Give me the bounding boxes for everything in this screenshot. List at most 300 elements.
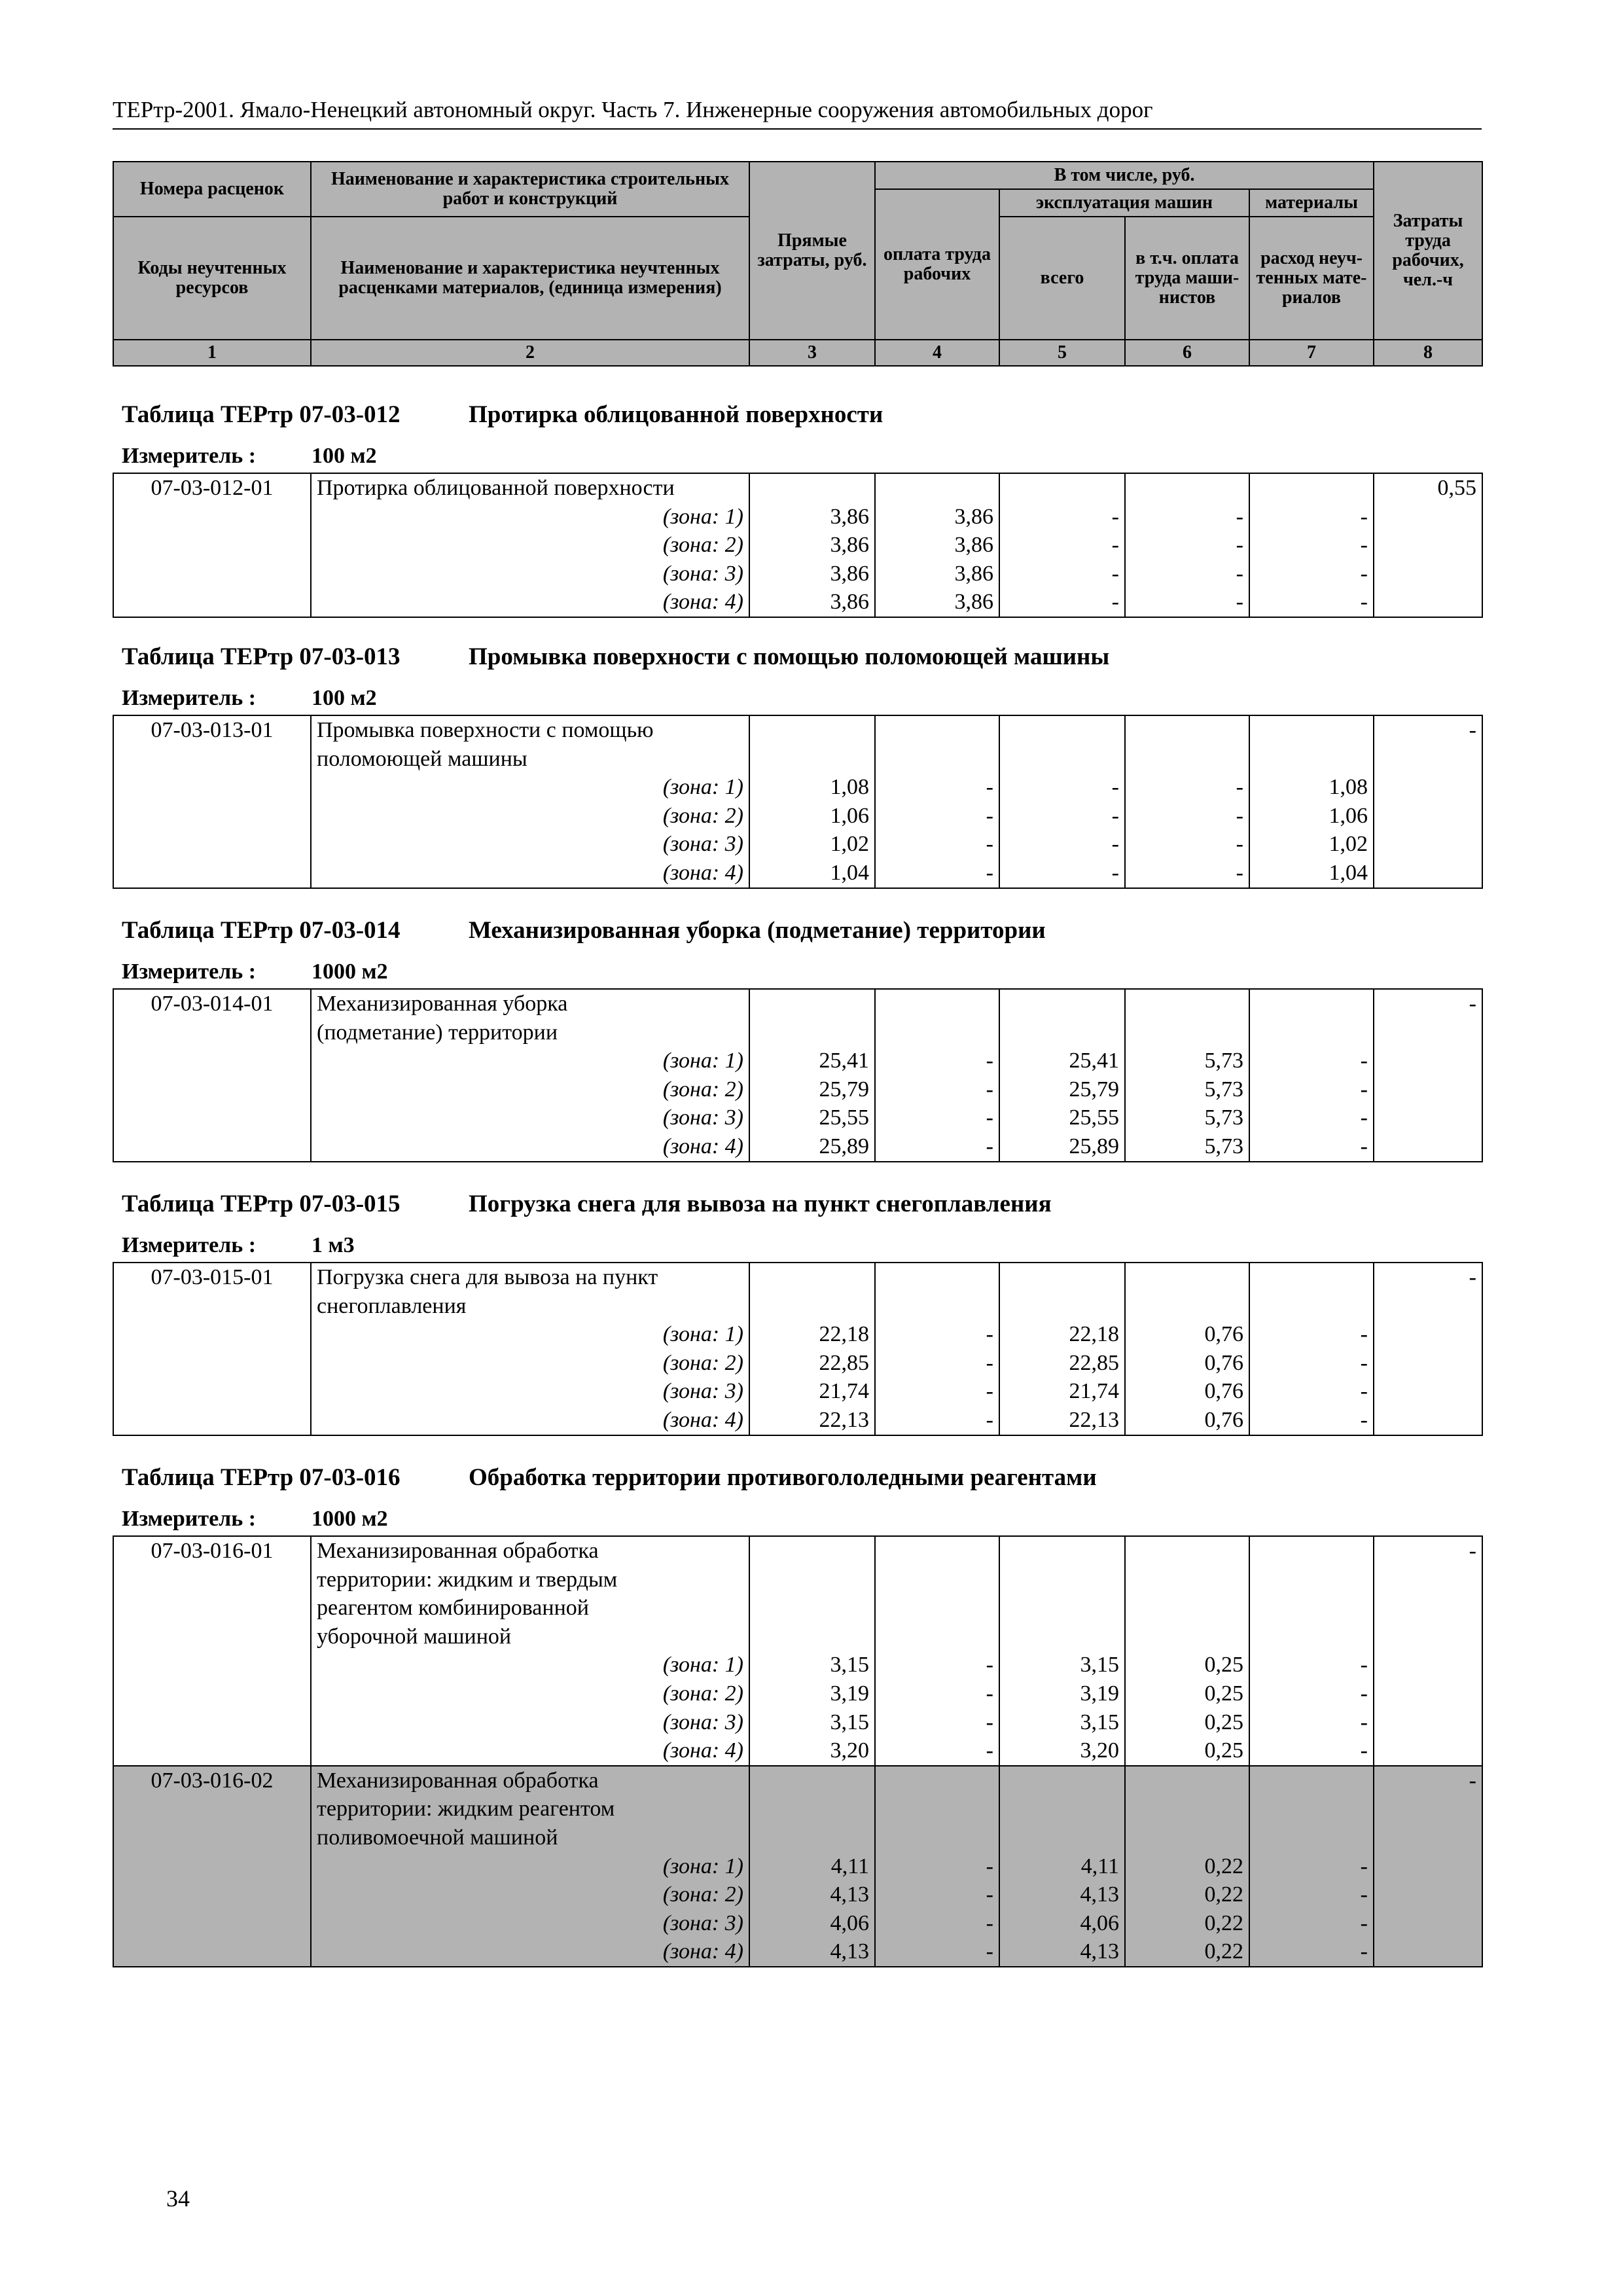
value-direct: 25,79	[819, 1077, 869, 1102]
value-machinists: 5,73	[1204, 1105, 1243, 1130]
value-wages: -	[986, 1077, 993, 1102]
col-number: 4	[875, 340, 999, 366]
value-wages: 3,86	[954, 561, 993, 586]
value-wages: -	[986, 1407, 993, 1432]
value-materials: -	[1360, 1077, 1368, 1102]
rate-name-line: территории: жидким и твердым	[317, 1567, 618, 1592]
table-code: Таблица ТЕРтр 07-03-014	[122, 917, 401, 944]
value-materials: -	[1360, 1134, 1368, 1158]
cell-machines	[999, 473, 1125, 617]
value-direct: 3,19	[830, 1681, 869, 1706]
cell-machines	[999, 1766, 1125, 1967]
section-title	[122, 401, 883, 429]
value-wages: -	[986, 775, 993, 800]
value-machines: 25,41	[1069, 1049, 1119, 1073]
zone-label: (зона: 3)	[662, 1105, 743, 1130]
rate-code: 07-03-015-01	[113, 1263, 311, 1435]
rate-name-line: реагентом комбинированной	[317, 1596, 589, 1621]
cell-materials	[1249, 989, 1374, 1162]
value-machinists: 0,76	[1204, 1407, 1243, 1432]
value-materials: -	[1360, 590, 1368, 615]
spacer	[881, 1263, 993, 1320]
value-machines: -	[1111, 832, 1119, 857]
cell-wages	[875, 1766, 999, 1967]
value-materials: -	[1360, 1681, 1368, 1706]
value-wages: -	[986, 1322, 993, 1347]
value-materials: -	[1360, 1882, 1368, 1907]
rate-name-line: поливомоечной машиной	[317, 1825, 558, 1850]
table-row	[113, 473, 1482, 617]
col-materials: материалы	[1249, 189, 1374, 217]
value-machinists: -	[1236, 832, 1243, 857]
rate-name	[311, 1263, 749, 1435]
value-wages: -	[986, 1105, 993, 1130]
value-machines: 3,19	[1080, 1681, 1119, 1706]
spacer	[1255, 1263, 1368, 1320]
col-name-top: Наименование и характеристика строительных работ и конструкций	[311, 162, 749, 217]
col-number: 5	[999, 340, 1125, 366]
header-rule	[113, 128, 1482, 130]
rate-code: 07-03-012-01	[113, 473, 311, 617]
rate-name	[311, 715, 749, 888]
value-direct: 25,55	[819, 1105, 869, 1130]
value-direct: 4,11	[830, 1854, 869, 1878]
value-machines: 3,20	[1080, 1738, 1119, 1763]
value-wages: 3,86	[954, 533, 993, 558]
value-direct: 3,20	[830, 1738, 869, 1763]
cell-direct	[749, 473, 875, 617]
rate-code: 07-03-013-01	[113, 715, 311, 888]
value-machinists: -	[1236, 860, 1243, 885]
value-machinists: 0,22	[1204, 1854, 1243, 1878]
table-name: Погрузка снега для вывоза на пункт снегоплавления	[469, 1191, 1052, 1217]
table-row	[113, 1536, 1482, 1766]
value-machines: 3,15	[1080, 1710, 1119, 1734]
cell-machinists	[1125, 473, 1249, 617]
rate-name-line: Погрузка снега для вывоза на пункт	[317, 1265, 658, 1289]
value-machines: 25,79	[1069, 1077, 1119, 1102]
cell-wages	[875, 473, 999, 617]
value-machinists: -	[1236, 590, 1243, 615]
value-machines: 22,85	[1069, 1350, 1119, 1375]
value-direct: 3,86	[830, 561, 869, 586]
rate-name	[311, 1766, 749, 1967]
value-direct: 3,86	[830, 504, 869, 529]
value-machines: 25,89	[1069, 1134, 1119, 1158]
value-materials: -	[1360, 1653, 1368, 1677]
cell-materials	[1249, 1263, 1374, 1435]
cell-direct	[749, 1263, 875, 1435]
rate-name-line: Механизированная уборка	[317, 992, 568, 1016]
cell-materials	[1249, 715, 1374, 888]
value-wages: -	[986, 1653, 993, 1677]
table-code: Таблица ТЕРтр 07-03-012	[122, 401, 401, 428]
value-direct: 25,89	[819, 1134, 869, 1158]
cell-direct	[749, 715, 875, 888]
zone-label: (зона: 2)	[662, 1350, 743, 1375]
zone-label: (зона: 4)	[662, 590, 743, 615]
unit-line	[122, 686, 377, 711]
value-materials: -	[1360, 1939, 1368, 1964]
value-machines: -	[1111, 860, 1119, 885]
zone-label: (зона: 3)	[662, 832, 743, 857]
unit-line	[122, 444, 377, 469]
spacer	[1005, 474, 1119, 503]
cell-machines	[999, 1536, 1125, 1766]
col-labor-costs: Затраты труда рабочих, чел.-ч	[1374, 162, 1482, 340]
value-machines: -	[1111, 504, 1119, 529]
value-materials: -	[1360, 1738, 1368, 1763]
unit-label: Измеритель :	[122, 1507, 257, 1531]
value-wages: -	[986, 803, 993, 828]
page-number: 34	[166, 2185, 190, 2212]
value-materials: -	[1360, 1049, 1368, 1073]
col-number: 8	[1374, 340, 1482, 366]
zone-label: (зона: 1)	[662, 504, 743, 529]
rate-name	[311, 989, 749, 1162]
zone-label: (зона: 3)	[662, 561, 743, 586]
zone-label: (зона: 2)	[662, 1681, 743, 1706]
zone-label: (зона: 4)	[662, 1134, 743, 1158]
spacer	[755, 990, 869, 1047]
value-machinists: 0,76	[1204, 1379, 1243, 1404]
col-number: 6	[1125, 340, 1249, 366]
spacer	[881, 990, 993, 1047]
value-machinists: 0,22	[1204, 1882, 1243, 1907]
value-machines: 21,74	[1069, 1379, 1119, 1404]
value-direct: 1,06	[830, 803, 869, 828]
value-machinists: -	[1236, 504, 1243, 529]
col-machinist-wages: в т.ч. оплата труда маши- нистов	[1125, 217, 1249, 340]
value-direct: 22,85	[819, 1350, 869, 1375]
col-number: 7	[1249, 340, 1374, 366]
zone-label: (зона: 2)	[662, 1077, 743, 1102]
col-including: В том числе, руб.	[875, 162, 1374, 189]
zone-label: (зона: 4)	[662, 1738, 743, 1763]
rate-code: 07-03-016-02	[113, 1766, 311, 1967]
cell-wages	[875, 989, 999, 1162]
rate-table	[113, 988, 1483, 1162]
value-machinists: -	[1236, 561, 1243, 586]
cell-machinists	[1125, 715, 1249, 888]
rate-name	[311, 473, 749, 617]
value-machines: 4,06	[1080, 1910, 1119, 1935]
value-direct: 22,18	[819, 1322, 869, 1347]
unit-label: Измеритель :	[122, 686, 257, 710]
cell-materials	[1249, 473, 1374, 617]
value-wages: -	[986, 1710, 993, 1734]
rate-name-line: Протирка облицованной поверхности	[317, 476, 675, 500]
spacer	[1255, 1537, 1368, 1651]
value-machinists: 5,73	[1204, 1134, 1243, 1158]
zone-label: (зона: 1)	[662, 775, 743, 800]
spacer	[1131, 474, 1243, 503]
table-name: Механизированная уборка (подметание) территории	[469, 917, 1046, 944]
value-wages: -	[986, 860, 993, 885]
value-materials: 1,06	[1329, 803, 1368, 828]
cell-direct	[749, 1536, 875, 1766]
value-machinists: -	[1236, 803, 1243, 828]
cell-direct	[749, 1766, 875, 1967]
value-materials: -	[1360, 1854, 1368, 1878]
zone-label: (зона: 3)	[662, 1910, 743, 1935]
value-machines: 22,13	[1069, 1407, 1119, 1432]
rate-table	[113, 1262, 1483, 1436]
spacer	[755, 474, 869, 503]
rate-name-line: снегоплавления	[317, 1293, 467, 1318]
col-number: 3	[749, 340, 875, 366]
value-direct: 4,06	[830, 1910, 869, 1935]
col-direct-costs: Прямые затраты, руб.	[749, 162, 875, 340]
spacer	[881, 1537, 993, 1651]
zone-label: (зона: 3)	[662, 1710, 743, 1734]
zone-label: (зона: 1)	[662, 1653, 743, 1677]
value-machinists: 0,25	[1204, 1710, 1243, 1734]
table-code: Таблица ТЕРтр 07-03-016	[122, 1464, 401, 1491]
table-code: Таблица ТЕРтр 07-03-015	[122, 1191, 401, 1217]
value-direct: 3,15	[830, 1710, 869, 1734]
unit-line	[122, 1507, 388, 1532]
cell-machines	[999, 1263, 1125, 1435]
value-wages: -	[986, 1939, 993, 1964]
value-direct: 21,74	[819, 1379, 869, 1404]
cell-machinists	[1125, 1536, 1249, 1766]
section-title	[122, 1463, 1097, 1492]
col-resource-codes: Коды неучтенных ресурсов	[113, 217, 311, 340]
rate-code: 07-03-014-01	[113, 989, 311, 1162]
unit-label: Измеритель :	[122, 960, 257, 984]
cell-wages	[875, 1536, 999, 1766]
value-direct: 1,08	[830, 775, 869, 800]
value-machines: 3,15	[1080, 1653, 1119, 1677]
value-wages: -	[986, 832, 993, 857]
labor-costs: -	[1374, 715, 1482, 888]
zone-label: (зона: 4)	[662, 1939, 743, 1964]
value-machines: 4,13	[1080, 1882, 1119, 1907]
col-number: 2	[311, 340, 749, 366]
value-machines: -	[1111, 590, 1119, 615]
zone-label: (зона: 1)	[662, 1049, 743, 1073]
value-materials: -	[1360, 1710, 1368, 1734]
unit-value: 100 м2	[312, 686, 377, 710]
spacer	[1005, 1263, 1119, 1320]
spacer	[755, 716, 869, 773]
running-header: ТЕРтр-2001. Ямало-Ненецкий автономный округ. Часть 7. Инженерные сооружения автомобильных дорог	[113, 97, 1153, 122]
cell-machines	[999, 989, 1125, 1162]
value-machines: 25,55	[1069, 1105, 1119, 1130]
unit-label: Измеритель :	[122, 1233, 257, 1257]
unit-value: 100 м2	[312, 444, 377, 468]
value-wages: -	[986, 1910, 993, 1935]
col-rate-numbers: Номера расценок	[113, 162, 311, 217]
unit-value: 1000 м2	[312, 1507, 388, 1531]
value-wages: -	[986, 1738, 993, 1763]
labor-costs: -	[1374, 1536, 1482, 1766]
value-machinists: 0,25	[1204, 1653, 1243, 1677]
value-machinists: 0,25	[1204, 1738, 1243, 1763]
spacer	[1131, 716, 1243, 773]
value-machines: 22,18	[1069, 1322, 1119, 1347]
value-direct: 3,15	[830, 1653, 869, 1677]
spacer	[755, 1537, 869, 1651]
table-name: Обработка территории противогололедными реагентами	[469, 1464, 1097, 1491]
value-direct: 1,04	[830, 860, 869, 885]
cell-materials	[1249, 1536, 1374, 1766]
value-machinists: 0,22	[1204, 1910, 1243, 1935]
value-materials: -	[1360, 1350, 1368, 1375]
zone-label: (зона: 2)	[662, 533, 743, 558]
value-materials: -	[1360, 1910, 1368, 1935]
value-machinists: -	[1236, 775, 1243, 800]
value-direct: 25,41	[819, 1049, 869, 1073]
rate-name-line: уборочной машиной	[317, 1624, 512, 1649]
zone-label: (зона: 3)	[662, 1379, 743, 1404]
spacer	[1131, 1537, 1243, 1651]
value-machinists: 0,76	[1204, 1350, 1243, 1375]
spacer	[1005, 1537, 1119, 1651]
table-row	[113, 989, 1482, 1162]
labor-costs: 0,55	[1374, 473, 1482, 617]
zone-label: (зона: 4)	[662, 860, 743, 885]
section-title	[122, 916, 1046, 944]
table-row	[113, 1766, 1482, 1967]
table-row	[113, 715, 1482, 888]
spacer	[1131, 1767, 1243, 1852]
rate-name-line: Механизированная обработка	[317, 1768, 599, 1793]
value-wages: -	[986, 1681, 993, 1706]
rate-table	[113, 1535, 1483, 1967]
spacer	[755, 1263, 869, 1320]
value-materials: -	[1360, 1322, 1368, 1347]
value-machinists: -	[1236, 533, 1243, 558]
cell-machinists	[1125, 1263, 1249, 1435]
col-name-bottom: Наименование и характеристика неучтенных расценками материалов, (единица измерения)	[311, 217, 749, 340]
unit-label: Измеритель :	[122, 444, 257, 468]
spacer	[881, 1767, 993, 1852]
value-wages: -	[986, 1134, 993, 1158]
spacer	[881, 716, 993, 773]
value-machines: 4,11	[1080, 1854, 1119, 1878]
value-machinists: 0,22	[1204, 1939, 1243, 1964]
cell-machinists	[1125, 989, 1249, 1162]
cell-machines	[999, 715, 1125, 888]
spacer	[1005, 1767, 1119, 1852]
unit-line	[122, 960, 388, 984]
spacer	[881, 474, 993, 503]
zone-label: (зона: 4)	[662, 1407, 743, 1432]
table-row	[113, 1263, 1482, 1435]
zone-label: (зона: 1)	[662, 1854, 743, 1878]
zone-label: (зона: 1)	[662, 1322, 743, 1347]
value-wages: -	[986, 1854, 993, 1878]
col-machine-operation: эксплуатация машин	[999, 189, 1249, 217]
rate-table	[113, 473, 1483, 618]
cell-direct	[749, 989, 875, 1162]
value-direct: 1,02	[830, 832, 869, 857]
rate-table	[113, 715, 1483, 889]
value-machines: -	[1111, 561, 1119, 586]
spacer	[1131, 1263, 1243, 1320]
labor-costs: -	[1374, 1766, 1482, 1967]
spacer	[1255, 474, 1368, 503]
value-wages: -	[986, 1350, 993, 1375]
value-direct: 22,13	[819, 1407, 869, 1432]
value-machinists: 0,25	[1204, 1681, 1243, 1706]
value-machinists: 5,73	[1204, 1049, 1243, 1073]
column-header-table	[113, 161, 1483, 367]
value-machinists: 0,76	[1204, 1322, 1243, 1347]
value-machinists: 5,73	[1204, 1077, 1243, 1102]
value-wages: -	[986, 1882, 993, 1907]
cell-materials	[1249, 1766, 1374, 1967]
rate-name-line: Промывка поверхности с помощью	[317, 718, 654, 742]
value-machines: -	[1111, 803, 1119, 828]
table-name: Промывка поверхности с помощью поломоющей машины	[469, 643, 1110, 670]
value-wages: -	[986, 1379, 993, 1404]
spacer	[1255, 990, 1368, 1047]
col-total: всего	[999, 217, 1125, 340]
col-number: 1	[113, 340, 311, 366]
rate-name	[311, 1536, 749, 1766]
unit-value: 1000 м2	[312, 960, 388, 984]
rate-name-line: Механизированная обработка	[317, 1539, 599, 1563]
table-code: Таблица ТЕРтр 07-03-013	[122, 643, 401, 670]
value-materials: -	[1360, 561, 1368, 586]
spacer	[1255, 1767, 1368, 1852]
value-wages: 3,86	[954, 504, 993, 529]
zone-label: (зона: 2)	[662, 803, 743, 828]
unit-line	[122, 1233, 355, 1258]
value-materials: -	[1360, 1379, 1368, 1404]
value-materials: 1,08	[1329, 775, 1368, 800]
value-wages: -	[986, 1049, 993, 1073]
value-materials: -	[1360, 1105, 1368, 1130]
value-direct: 3,86	[830, 590, 869, 615]
value-wages: 3,86	[954, 590, 993, 615]
section-title	[122, 643, 1109, 671]
rate-name-line: (подметание) территории	[317, 1020, 558, 1045]
value-materials: -	[1360, 533, 1368, 558]
spacer	[755, 1767, 869, 1852]
table-name: Протирка облицованной поверхности	[469, 401, 883, 428]
rate-name-line: территории: жидким реагентом	[317, 1797, 615, 1821]
value-machines: -	[1111, 775, 1119, 800]
spacer	[1005, 716, 1119, 773]
rate-code: 07-03-016-01	[113, 1536, 311, 1766]
value-machines: -	[1111, 533, 1119, 558]
labor-costs: -	[1374, 1263, 1482, 1435]
spacer	[1005, 990, 1119, 1047]
unit-value: 1 м3	[312, 1233, 355, 1257]
value-materials: 1,04	[1329, 860, 1368, 885]
value-machines: 4,13	[1080, 1939, 1119, 1964]
rate-name-line: поломоющей машины	[317, 746, 527, 771]
value-direct: 4,13	[830, 1882, 869, 1907]
value-materials: -	[1360, 1407, 1368, 1432]
col-wages: оплата труда рабочих	[875, 189, 999, 340]
section-title	[122, 1190, 1052, 1218]
value-materials: 1,02	[1329, 832, 1368, 857]
col-unaccounted-materials: расход неуч- тенных мате- риалов	[1249, 217, 1374, 340]
value-direct: 4,13	[830, 1939, 869, 1964]
cell-wages	[875, 1263, 999, 1435]
labor-costs: -	[1374, 989, 1482, 1162]
value-direct: 3,86	[830, 533, 869, 558]
zone-label: (зона: 2)	[662, 1882, 743, 1907]
spacer	[1255, 716, 1368, 773]
spacer	[1131, 990, 1243, 1047]
cell-wages	[875, 715, 999, 888]
